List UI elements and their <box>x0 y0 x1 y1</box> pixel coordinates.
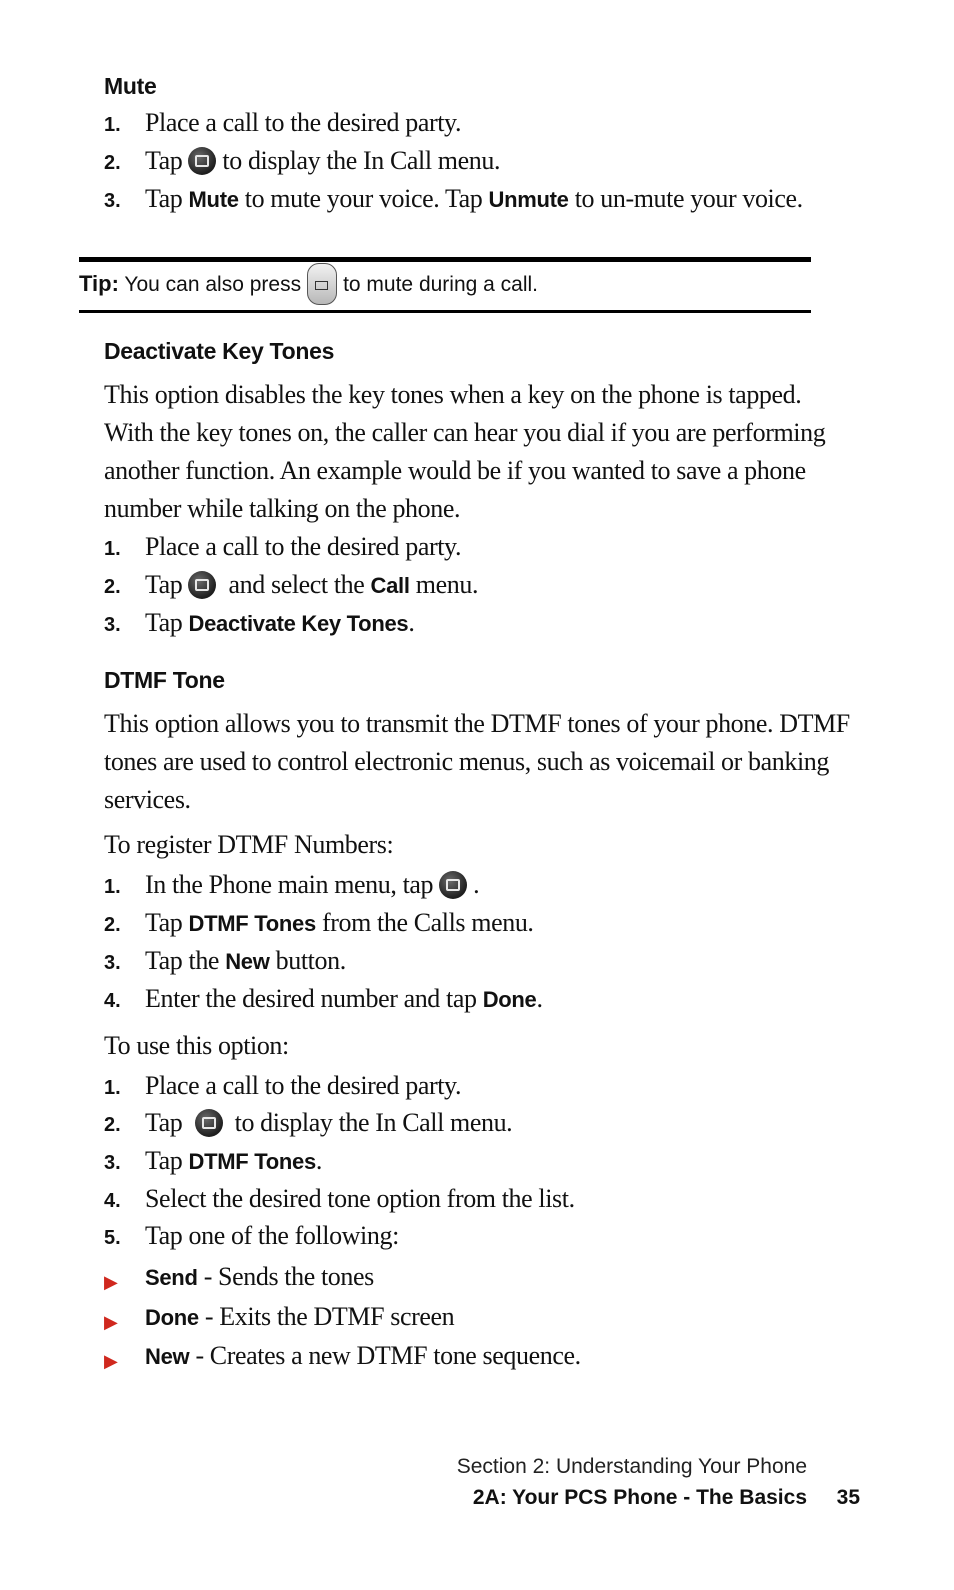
step-number: 4. <box>104 1190 121 1212</box>
step-number: 1. <box>104 114 121 136</box>
use-step-2: Tap to display the In Call menu. <box>145 1108 513 1137</box>
use-step-4: Select the desired tone option from the list. <box>145 1184 575 1213</box>
step-number: 2. <box>104 914 121 936</box>
use-step-5: Tap one of the following: <box>145 1221 399 1250</box>
step-number: 2. <box>104 1114 121 1136</box>
dtmf-heading: DTMF Tone <box>104 667 225 693</box>
register-step-3: Tap the New button. <box>145 946 346 975</box>
deactivate-heading: Deactivate Key Tones <box>104 338 335 364</box>
message-key-icon <box>307 263 337 305</box>
footer-section: Section 2: Understanding Your Phone <box>456 1455 807 1478</box>
step-number: 2. <box>104 152 121 174</box>
mute-step-3: Tap Mute to mute your voice. Tap Unmute to un-mute your voice. <box>145 184 803 213</box>
dtmf-paragraph: This option allows you to transmit the DTMF tones of your phone. DTMF tones are used to control electronic menus, such as voicemail or banking services. <box>104 709 850 814</box>
tip-bottom-rule <box>79 310 811 313</box>
step-number: 2. <box>104 576 121 598</box>
mute-step-2: Tap to display the In Call menu. <box>145 146 501 175</box>
tip-label: Tip: <box>79 271 119 296</box>
bullet-new: New - Creates a new DTMF tone sequence. <box>145 1341 581 1370</box>
in-call-menu-icon <box>188 571 216 599</box>
step-number: 4. <box>104 990 121 1012</box>
step-number: 3. <box>104 614 121 636</box>
step-number: 3. <box>104 190 121 212</box>
deactivate-step-1: Place a call to the desired party. <box>145 532 462 561</box>
bullet-arrow-icon: ▶ <box>104 1351 118 1371</box>
use-step-3: Tap DTMF Tones. <box>145 1146 322 1175</box>
in-call-menu-icon <box>188 147 216 175</box>
bullet-arrow-icon: ▶ <box>104 1312 118 1332</box>
step-number: 5. <box>104 1227 121 1249</box>
register-intro: To register DTMF Numbers: <box>104 830 394 859</box>
bullet-done: Done - Exits the DTMF screen <box>145 1302 455 1331</box>
bullet-arrow-icon: ▶ <box>104 1272 118 1292</box>
mute-step-1: Place a call to the desired party. <box>145 108 462 137</box>
step-number: 1. <box>104 1077 121 1099</box>
footer-chapter: 2A: Your PCS Phone - The Basics <box>472 1486 807 1509</box>
step-number: 1. <box>104 538 121 560</box>
step-number: 3. <box>104 1152 121 1174</box>
use-intro: To use this option: <box>104 1031 289 1060</box>
register-step-4: Enter the desired number and tap Done. <box>145 984 543 1013</box>
in-call-menu-icon <box>195 1109 223 1137</box>
use-step-1: Place a call to the desired party. <box>145 1071 462 1100</box>
phone-menu-icon <box>439 871 467 899</box>
deactivate-step-2: Tap and select the Call menu. <box>145 570 479 599</box>
page-number: 35 <box>836 1486 860 1509</box>
deactivate-paragraph: This option disables the key tones when a key on the phone is tapped. With the key tones on, the caller can hear you dial if you are performing another function. An example would be if you wanted to save a phone number while talking on the phone. <box>104 380 826 523</box>
mute-heading: Mute <box>104 73 157 99</box>
bullet-send: Send - Sends the tones <box>145 1262 374 1291</box>
register-step-2: Tap DTMF Tones from the Calls menu. <box>145 908 534 937</box>
tip-box: Tip: You can also press to mute during a call. <box>79 263 538 305</box>
register-step-1: In the Phone main menu, tap . <box>145 870 480 899</box>
step-number: 1. <box>104 876 121 898</box>
step-number: 3. <box>104 952 121 974</box>
deactivate-step-3: Tap Deactivate Key Tones. <box>145 608 415 637</box>
tip-top-rule <box>79 257 811 262</box>
